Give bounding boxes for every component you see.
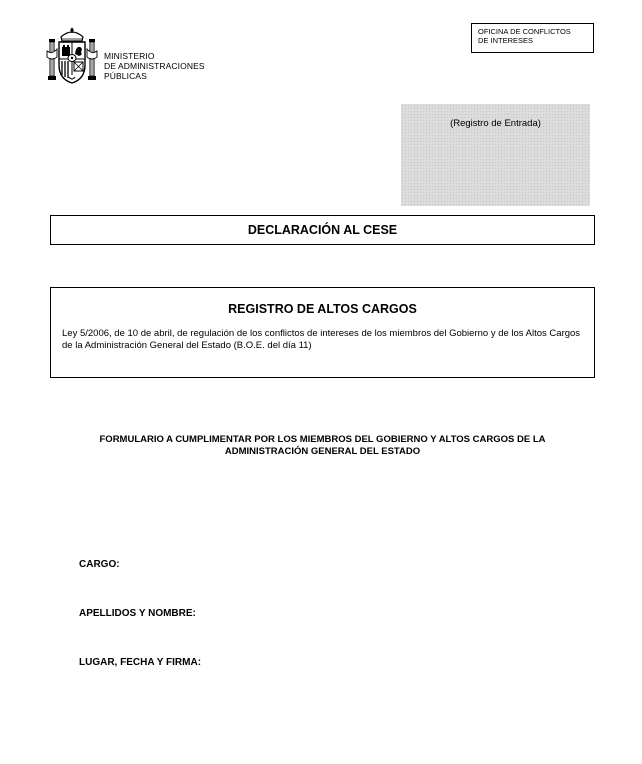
ministry-line: DE ADMINISTRACIONES	[104, 61, 205, 71]
form-heading-line: ADMINISTRACIÓN GENERAL DEL ESTADO	[224, 446, 421, 457]
office-line: OFICINA DE CONFLICTOS	[478, 27, 571, 36]
office-box	[471, 23, 594, 53]
ministry-line: MINISTERIO	[104, 51, 155, 61]
form-heading-line: FORMULARIO A CUMPLIMENTAR POR LOS MIEMBROS DEL GOBIERNO Y ALTOS CARGOS DE LA	[99, 434, 546, 445]
registry-law-text: Ley 5/2006, de 10 de abril, de regulación de los conflictos de intereses de los miembros del Gobierno y de los Altos Cargos de la Administración General del Estado (B.O.E. del día 11)	[62, 328, 581, 351]
spanish-coat-of-arms-icon	[46, 27, 98, 85]
registry-stamp-label: (Registro de Entrada)	[450, 118, 541, 129]
ministry-name	[104, 51, 205, 81]
cargo-label: CARGO:	[79, 559, 120, 570]
ministry-line: PÚBLICAS	[104, 71, 147, 81]
office-line: DE INTERESES	[478, 35, 534, 45]
registry-info-box	[50, 287, 595, 378]
document-title-box	[50, 215, 595, 245]
name-label: APELLIDOS Y NOMBRE:	[79, 608, 196, 619]
document-title: DECLARACIÓN AL CESE	[247, 223, 398, 237]
registry-stamp-area	[401, 104, 590, 206]
registry-title: REGISTRO DE ALTOS CARGOS	[228, 302, 417, 316]
form-heading	[55, 434, 590, 458]
place-date-signature-label: LUGAR, FECHA Y FIRMA:	[79, 657, 202, 668]
